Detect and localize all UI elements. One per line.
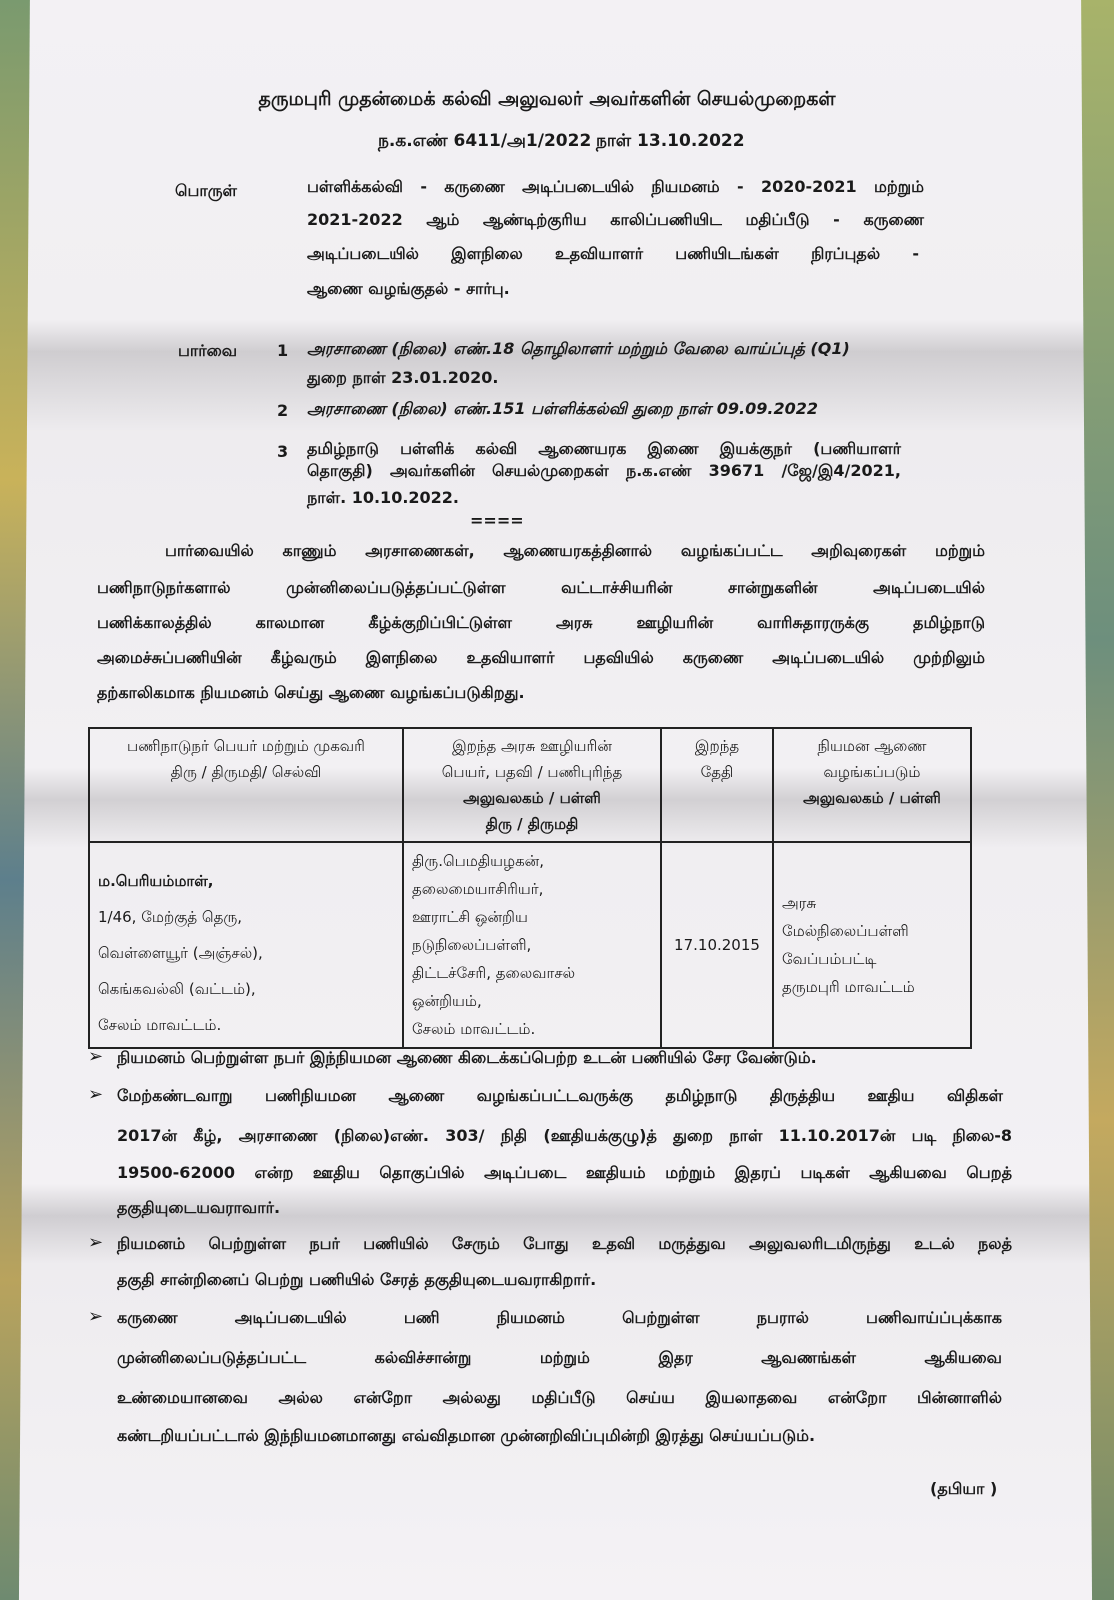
bullet-line: நியமனம் பெற்றுள்ள நபர் பணியில் சேரும் போது உதவி மருத்துவ அலுவலரிடமிருந்து உடல் நலத்	[117, 1234, 1012, 1253]
subject-line: 2021-2022 ஆம் ஆண்டிற்குரிய காலிப்பணியிட மதிப்பீடு - கருணை	[307, 210, 924, 229]
body-line: பார்வையில் காணும் அரசாணைகள், ஆணையரகத்தினால் வழங்கப்பட்ட அறிவுரைகள் மற்றும்	[165, 541, 985, 560]
reference-line: தமிழ்நாடு பள்ளிக் கல்வி ஆணையரக இணை இயக்குநர் (பணியாளர்	[307, 439, 901, 458]
table-row	[89, 842, 971, 1048]
cell-applicant	[89, 842, 403, 1048]
office-line: மேல்நிலைப்பள்ளி	[782, 922, 909, 940]
address-line: சேலம் மாவட்டம்.	[98, 1016, 222, 1034]
bullet-line: தகுதி சான்றினைப் பெற்று பணியில் சேரத் தகுதியுடையவராகிறார்.	[117, 1270, 597, 1289]
bullet-line: கண்டறியப்பட்டால் இந்நியமனமானது எவ்விதமான முன்னறிவிப்புமின்றி இரத்து செய்யப்படும்.	[117, 1426, 816, 1445]
reference-line: அரசாணை (நிலை) எண்.151 பள்ளிக்கல்வி துறை நாள் 09.09.2022	[307, 399, 818, 418]
reference-number: ந.க.எண் 6411/அ1/2022	[378, 131, 592, 151]
references-label: பார்வை	[178, 341, 238, 360]
bullet-line: மேற்கண்டவாறு பணிநியமன ஆணை வழங்கப்பட்டவருக்கு தமிழ்நாடு திருத்திய ஊதிய விதிகள்	[117, 1086, 1003, 1105]
body-line: பணிநாடுநர்களால் முன்னிலைப்படுத்தப்பட்டுள்ள வட்டாச்சியரின் சான்றுகளின் அடிப்படையில்	[97, 578, 985, 597]
reference-line: நாள். 10.10.2022.	[307, 488, 460, 507]
reference-line: தொகுதி) அவர்களின் செயல்முறைகள் ந.க.எண் 39671 /ஜே/இ4/2021,	[307, 461, 901, 480]
header-text: நியமன ஆணை	[817, 737, 927, 755]
reference-line: அரசாணை (நிலை) எண்.18 தொழிலாளர் மற்றும் வேலை வாய்ப்புத் (Q1)	[307, 339, 850, 358]
header-deceased	[403, 728, 661, 842]
header-text: பணிநாடுநர் பெயர் மற்றும் முகவரி	[127, 737, 365, 755]
header-text: அலுவலகம் / பள்ளி	[463, 789, 601, 807]
applicant-name: ம.பெரியம்மாள்,	[98, 872, 214, 890]
header-text: தேதி	[700, 763, 734, 781]
bullet-arrow-icon: ➢	[88, 1232, 104, 1253]
header-text: இறந்த	[694, 737, 740, 755]
office-line: தருமபுரி மாவட்டம்	[782, 978, 915, 996]
office-line: வேப்பம்பட்டி	[782, 950, 877, 968]
subject-line: அடிப்படையில் இளநிலை உதவியாளர் பணியிடங்கள் நிரப்புதல் -	[307, 244, 919, 263]
separator: ====	[470, 511, 524, 530]
header-text: திரு / திருமதி/ செல்வி	[170, 763, 322, 781]
header-text: பெயர், பதவி / பணிபுரிந்த	[441, 763, 623, 781]
deceased-line: தலைமையாசிரியர்,	[412, 880, 544, 898]
header-date	[661, 728, 773, 842]
reference-line: துறை நாள் 23.01.2020.	[307, 368, 499, 387]
header-text: அலுவலகம் / பள்ளி	[803, 789, 941, 807]
header-office	[773, 728, 971, 842]
deceased-line: ஊராட்சி ஒன்றிய	[412, 908, 528, 926]
address-line: வெள்ளையூர் (அஞ்சல்),	[98, 944, 263, 962]
header-text: இறந்த அரசு ஊழியரின்	[452, 737, 612, 755]
bullet-line: 19500-62000 என்ற ஊதிய தொகுப்பில் அடிப்படை ஊதியம் மற்றும் இதரப் படிகள் ஆகியவை பெறத்	[117, 1163, 1012, 1182]
reference-num: 2	[277, 401, 289, 420]
footer-continuation: (தபியா )	[930, 1479, 998, 1498]
body-line: அமைச்சுப்பணியின் கீழ்வரும் இளநிலை உதவியாளர் பதவியில் கருணை அடிப்படையில் முற்றிலும்	[97, 648, 985, 667]
table-header-row	[89, 728, 971, 842]
document-date: நாள் 13.10.2022	[596, 131, 745, 151]
bullet-line: 2017ன் கீழ், அரசாணை (நிலை)எண். 303/ நிதி (ஊதியக்குழு)த் துறை நாள் 11.10.2017ன் படி நிலை-8	[117, 1126, 1012, 1145]
subject-line: பள்ளிக்கல்வி - கருணை அடிப்படையில் நியமனம் - 2020-2021 மற்றும்	[307, 177, 924, 196]
office-line: அரசு	[782, 894, 817, 912]
header-text: வழங்கப்படும்	[823, 763, 921, 781]
cell-deceased	[403, 842, 661, 1048]
deceased-line: சேலம் மாவட்டம்.	[412, 1020, 536, 1038]
deceased-line: திரு.பெமதியழகன்,	[412, 852, 544, 870]
bullet-arrow-icon: ➢	[88, 1084, 104, 1105]
subject-label: பொருள்	[175, 181, 237, 200]
bullet-line: நியமனம் பெற்றுள்ள நபர் இந்நியமன ஆணை கிடைக்கப்பெற்ற உடன் பணியில் சேர வேண்டும்.	[117, 1048, 817, 1067]
deceased-line: திட்டச்சேரி, தலைவாசல்	[412, 964, 576, 982]
address-line: கெங்கவல்லி (வட்டம்),	[98, 980, 256, 998]
reference-num: 1	[277, 341, 289, 360]
body-line: தற்காலிகமாக நியமனம் செய்து ஆணை வழங்கப்படுகிறது.	[97, 683, 525, 702]
address-line: 1/46, மேற்குத் தெரு,	[98, 908, 243, 926]
reference-num: 3	[277, 442, 289, 461]
deceased-line: நடுநிலைப்பள்ளி,	[412, 936, 532, 954]
header-applicant	[89, 728, 403, 842]
cell-office	[773, 842, 971, 1048]
bullet-line: கருணை அடிப்படையில் பணி நியமனம் பெற்றுள்ள நபரால் பணிவாய்ப்புக்காக	[117, 1308, 1002, 1327]
document-title: தருமபுரி முதன்மைக் கல்வி அலுவலர் அவர்களின் செயல்முறைகள்	[258, 88, 836, 110]
bullet-arrow-icon: ➢	[88, 1046, 104, 1067]
bullet-line: முன்னிலைப்படுத்தப்பட்ட கல்விச்சான்று மற்றும் இதர ஆவணங்கள் ஆகியவை	[117, 1348, 1002, 1367]
bullet-line: உண்மையானவை அல்ல என்றோ அல்லது மதிப்பீடு செய்ய இயலாதவை என்றோ பின்னாளில்	[117, 1388, 1002, 1407]
deceased-line: ஒன்றியம்,	[412, 992, 482, 1010]
appointment-table	[88, 727, 972, 1049]
header-text: திரு / திருமதி	[485, 815, 579, 833]
body-line: பணிக்காலத்தில் காலமான கீழ்க்குறிப்பிட்டுள்ள அரசு ஊழியரின் வாரிசுதாரருக்கு தமிழ்நாடு	[97, 613, 985, 632]
bullet-line: தகுதியுடையவராவார்.	[117, 1198, 281, 1217]
cell-death-date: 17.10.2015	[661, 842, 773, 1048]
bullet-arrow-icon: ➢	[88, 1306, 104, 1327]
subject-line: ஆணை வழங்குதல் - சார்பு.	[307, 279, 510, 298]
